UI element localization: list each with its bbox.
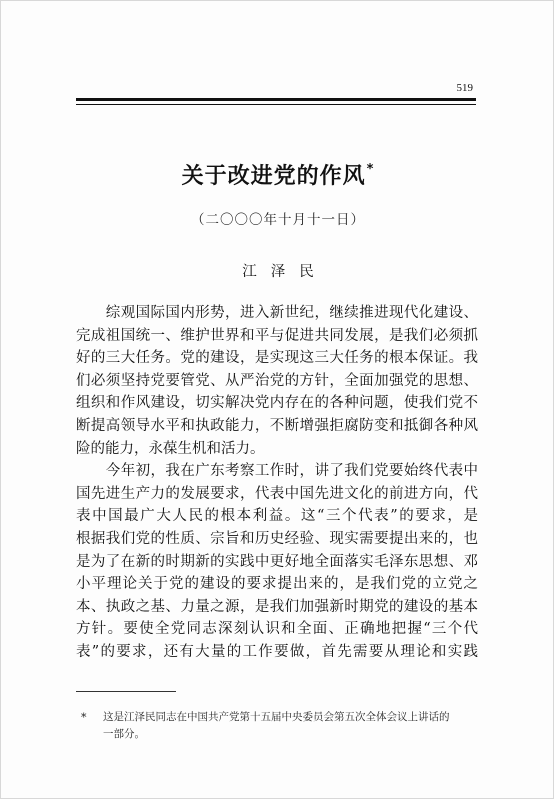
- text-line: 表”的要求，还有大量的工作要做，首先需要从理论和实践: [76, 643, 478, 660]
- footnote-line: 这是江泽民同志在中国共产党第十五届中央委员会第五次全体会议上讲话的: [103, 711, 450, 723]
- text-line: 们必须坚持党要管党、从严治党的方针，全面加强党的思想、: [76, 372, 478, 389]
- article-body: [76, 302, 478, 664]
- text-line: 今年初，我在广东考察工作时，讲了我们党要始终代表中: [76, 463, 478, 480]
- footnote-line: 一部分。: [103, 728, 145, 740]
- article-title-text: 关于改进党的作风: [181, 164, 366, 189]
- article-author: 江泽民: [242, 264, 328, 280]
- page-number: 519: [456, 82, 473, 94]
- text-line: 根据我们党的性质、宗旨和历史经验、现实需要提出来的，也: [76, 530, 478, 547]
- footnote-text: [103, 709, 481, 743]
- article-title: [1, 159, 554, 190]
- text-line: 是为了在新的时期新的实践中更好地全面落实毛泽东思想、邓: [76, 553, 478, 570]
- text-line: 表中国最广大人民的根本利益。这“三个代表”的要求，是: [76, 508, 478, 525]
- text-line: 组织和作风建设，切实解决党内存在的各种问题，使我们党不: [76, 395, 478, 412]
- text-line: 小平理论关于党的建设的要求提出来的，是我们党的立党之: [76, 576, 478, 593]
- text-line: 断提高领导水平和执政能力，不断增强拒腐防变和抵御各种风: [76, 417, 478, 434]
- paragraph-1: [76, 302, 478, 460]
- text-line: 国先进生产力的发展要求，代表中国先进文化的前进方向，代: [76, 485, 478, 502]
- text-line: 本、执政之基、力量之源，是我们加强新时期党的建设的基本: [76, 598, 478, 615]
- footnote: [81, 709, 481, 743]
- text-line: 综观国际国内形势，进入新世纪，继续推进现代化建设、: [76, 305, 478, 321]
- text-line: 好的三大任务。党的建设，是实现这三大任务的根本保证。我: [76, 350, 478, 367]
- header-rule-thick: [76, 98, 476, 101]
- title-footnote-mark: *: [366, 162, 375, 177]
- paragraph-2: [76, 460, 478, 663]
- article-date: （二〇〇〇年十月十一日）: [191, 212, 365, 228]
- header-rule-thin: [76, 104, 476, 105]
- text-line: 完成祖国统一、维护世界和平与促进共同发展，是我们必须抓: [76, 327, 478, 344]
- text-line: 方针。要使全党同志深刻认识和全面、正确地把握“三个代: [76, 621, 478, 638]
- footnote-mark: *: [81, 711, 87, 724]
- footnote-divider: [76, 691, 176, 692]
- text-line: 险的能力，永葆生机和活力。: [76, 440, 265, 457]
